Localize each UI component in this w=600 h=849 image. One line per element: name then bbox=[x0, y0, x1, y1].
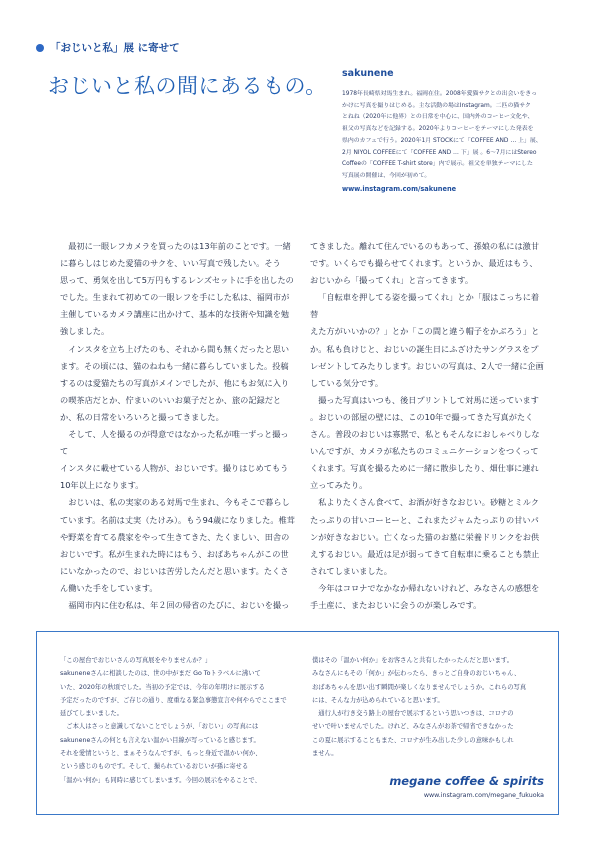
note-paragraph: ご本人はさっと意識してないことでしょうが、「おじい」の写真には sakuneneさんの何とも言えない温かい目線が写っていると感じます。 それを愛情というと、まぁそうなんですが、もっと身近で温かい何か、 という感じのものです。そして、撮られているおじいが孫に寄せる 「温かい何か」も同時に感じてしまいます。今回の展示をやることで、 bbox=[60, 723, 262, 784]
essay-paragraph: 「自転車を押してる姿を撮ってくれ」とか「服はこっちに着替 えた方がいいかの？」とか「この間と違う帽子をかぶろう」と か。私も負けじと、おじいの誕生日にふざけたサングラスをプ レゼントしてみたりします。おじいの写真は、2人で一緒に企画 している気分です。 bbox=[310, 292, 544, 388]
note-paragraph: 通行人が行き交う路上の屋台で展示するという思いつきは、コロナの せいで叶いませんでした。けれど、みなさんがお茶で帰省できなかった この夏に展示することもまた、コロナが生み出した少しの意味かもしれ ません。 bbox=[312, 710, 514, 758]
essay-paragraph: おじいは、私の実家のある対馬で生まれ、今もそこで暮らし ています。名前は丈実（たけみ）。もう94歳になりました。椎茸 や野菜を育てる農家をやって生きてきた、たくましい、田舎の おじいです。私が生まれた時にはもう、おばあちゃんがこの世 にいなかったので、おじいは苦労したんだと思います。たくさ ん働いた手をしています。 bbox=[60, 497, 295, 593]
essay-paragraph: てきました。離れて住んでいるのもあって、孫娘の私には激甘 です。いくらでも撮らせてくれます。というか、最近はもう、 おじいから「撮ってくれ」と言ってきます。 bbox=[310, 241, 540, 286]
bullet-dot-icon bbox=[36, 44, 44, 52]
essay-paragraph: そして、人を撮るのが得意ではなかった私が唯一ずっと撮って インスタに載せている人物が、おじいです。撮りはじめてもう 10年以上になります。 bbox=[60, 429, 289, 491]
essay-paragraph: インスタを立ち上げたのも、それから間も無くだったと思い ます。その頃には、猫のねねも一緒に暮らしていました。投稿 するのは愛猫たちの写真がメインでしたが、他にもお気に入り の喫茶店だとか、佇まいのいいお菓子だとか、旅の記録だと か、私の日常をいろいろと撮ってきました。 bbox=[60, 343, 290, 422]
note-column-2 bbox=[312, 654, 548, 760]
note-column-1 bbox=[60, 654, 300, 787]
artist-bio: 1978年長崎県対馬生まれ。福岡在住。2008年愛猫サクとの出会いをきっ かけに写真を撮りはじめる。主な活動の場はInstagram。二匹の猫サク とねね（2020年に他界）との日常を中心に、国内外のコーヒー文化や、 祖父の写真などを記録する。2020年よりコーヒーをテーマにした発表を 県内のカフェで行う。2020年1月 STOCKにて「COFFEE AND … 上」展、 2月 NIYOL COFFEEにて「COFFEE AND … 下」展 。6〜7月にはStereo Coffeeの「COFFEE T-shirt store」内で展示。祖父を単独テーマにした 写真展の開催は、今回が初めて。 bbox=[342, 91, 542, 179]
note-paragraph: 「この屋台でおじいさんの写真展をやりませんか？」 bbox=[60, 657, 212, 664]
essay-column-2 bbox=[310, 238, 546, 614]
essay-column-1 bbox=[60, 238, 296, 614]
essay-paragraph: 福岡市内に住む私は、年２回の帰省のたびに、おじいを撮っ bbox=[68, 599, 290, 610]
note-paragraph: 僕はその「温かい何か」をお客さんと共有したかったんだと思います。 みなさんにもその「何か」が伝わったら、きっとご自身のおじいちゃん、 おばあちゃんを思い出す瞬間が楽しくなりませんでしょうか。これらの写真 には、そんな力が込められていると思います。 bbox=[312, 657, 527, 704]
essay-paragraph: 今年はコロナでなかなか帰れないけれど、みなさんの感想を 手土産に、またおじいに会うのが楽しみです。 bbox=[310, 582, 540, 610]
artist-name: sakunene bbox=[342, 68, 394, 79]
artist-url-link[interactable]: www.instagram.com/sakunene bbox=[342, 184, 457, 193]
brand-url-link[interactable]: www.instagram.com/megane_fukuoka bbox=[423, 792, 544, 799]
page-title: おじいと私の間にあるもの。 bbox=[48, 74, 327, 98]
note-paragraph: sakuneneさんに相談したのは、世の中がまだ Go Toトラベルに沸いて いた、2020年の秋頃でした。当初の予定では、今年の年明けに展示する 予定だったのですが、ご存じの通り、度重なる緊急事態宣言や何やらでここまで 延びてしまいました。 bbox=[60, 670, 287, 718]
essay-paragraph: 私よりたくさん食べて、お酒が好きなおじい。砂糖とミルク たっぷりの甘いコーヒーと、これまたジャムたっぷりの甘いパ ンが好きなおじい。亡くなった猫のお墓に栄養ドリンクをお供 えするおじい。最近は足が弱ってきて自転車に乗ることも禁止 されてしまいました。 bbox=[310, 497, 540, 576]
brand-name: megane coffee & spirits bbox=[389, 774, 544, 788]
essay-paragraph: 撮った写真はいつも、後日プリントして対馬に送っています 。おじいの部屋の壁には、この10年で撮ってきた写真がたく さん。普段のおじいは寡黙で、私ともそんなにおしゃべりしな いんですが、カメラが私たちのコミュニケーションをつくって くれます。写真を撮るために一緒に散歩したり、畑仕事に連れ 立ってみたり。 bbox=[310, 394, 540, 491]
artist-profile bbox=[342, 68, 570, 193]
kicker-text: 「おじいと私」展 に寄せて bbox=[50, 42, 180, 54]
essay-paragraph: 最初に一眼レフカメラを買ったのは13年前のことです。一緒 に暮らしはじめた愛猫のサクを、いい写真で残したい。そう 思って、勇気を出して5万円もするレンズセットに手を出したの でした。生まれて初めての一眼レフを手にした私は、福岡市が 主催しているカメラ講座に出かけて、基本的な技術や知識を勉 強しました。 bbox=[60, 241, 294, 337]
section-kicker bbox=[36, 40, 180, 55]
